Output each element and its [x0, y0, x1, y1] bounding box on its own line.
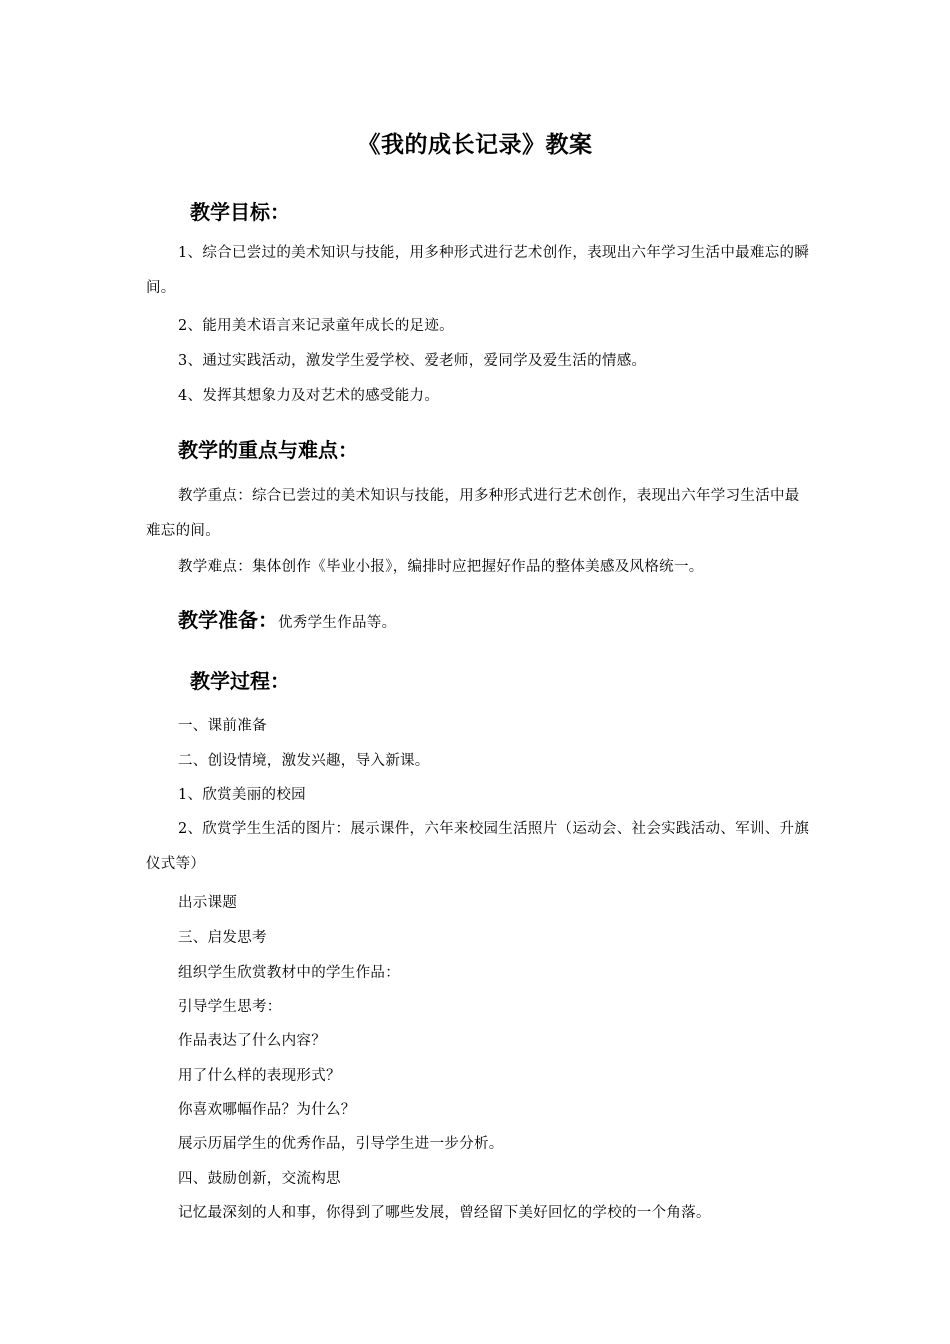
preparation-block	[178, 604, 396, 633]
process-item: 引导学生思考：	[178, 999, 282, 1015]
process-item: 1、欣赏美丽的校园	[178, 787, 306, 803]
key-points-heading: 教学的重点与难点：	[178, 438, 358, 462]
process-item: 2、欣赏学生生活的图片：展示课件，六年来校园生活照片（运动会、社会实践活动、军训、升旗仪式等）	[146, 821, 810, 872]
goal-item: 3、通过实践活动，激发学生爱学校、爱老师，爱同学及爱生活的情感。	[178, 353, 647, 369]
process-item: 用了什么样的表现形式？	[178, 1068, 341, 1084]
process-item: 二、创设情境，激发兴趣，导入新课。	[178, 753, 430, 769]
process-heading: 教学过程：	[190, 669, 290, 693]
goals-heading: 教学目标：	[190, 200, 290, 224]
process-item: 展示历届学生的优秀作品，引导学生进一步分析。	[178, 1136, 504, 1152]
preparation-text: 优秀学生作品等。	[278, 615, 397, 631]
process-item: 作品表达了什么内容？	[178, 1033, 326, 1049]
process-item: 记忆最深刻的人和事，你得到了哪些发展，曾经留下美好回忆的学校的一个角落。	[178, 1205, 711, 1221]
document-title: 《我的成长记录》教案	[357, 132, 593, 158]
goal-item: 1、综合已尝过的美术知识与技能，用多种形式进行艺术创作，表现出六年学习生活中最难忘的瞬间。	[146, 245, 810, 296]
process-item: 四、鼓励创新，交流构思	[178, 1171, 341, 1187]
process-item: 组织学生欣赏教材中的学生作品：	[178, 965, 400, 981]
key-point-item: 教学重点：综合已尝过的美术知识与技能，用多种形式进行艺术创作，表现出六年学习生活中最难忘的间。	[146, 488, 800, 539]
key-point-item: 教学难点：集体创作《毕业小报》，编排时应把握好作品的整体美感及风格统一。	[178, 559, 704, 575]
process-item: 一、课前准备	[178, 718, 267, 734]
process-item: 你喜欢哪幅作品？为什么？	[178, 1102, 356, 1118]
goal-item: 2、能用美术语言来记录童年成长的足迹。	[178, 318, 454, 334]
goal-item: 4、发挥其想象力及对艺术的感受能力。	[178, 388, 440, 404]
process-item: 出示课题	[178, 895, 238, 911]
preparation-heading: 教学准备：	[178, 608, 278, 632]
process-item: 三、启发思考	[178, 930, 267, 946]
